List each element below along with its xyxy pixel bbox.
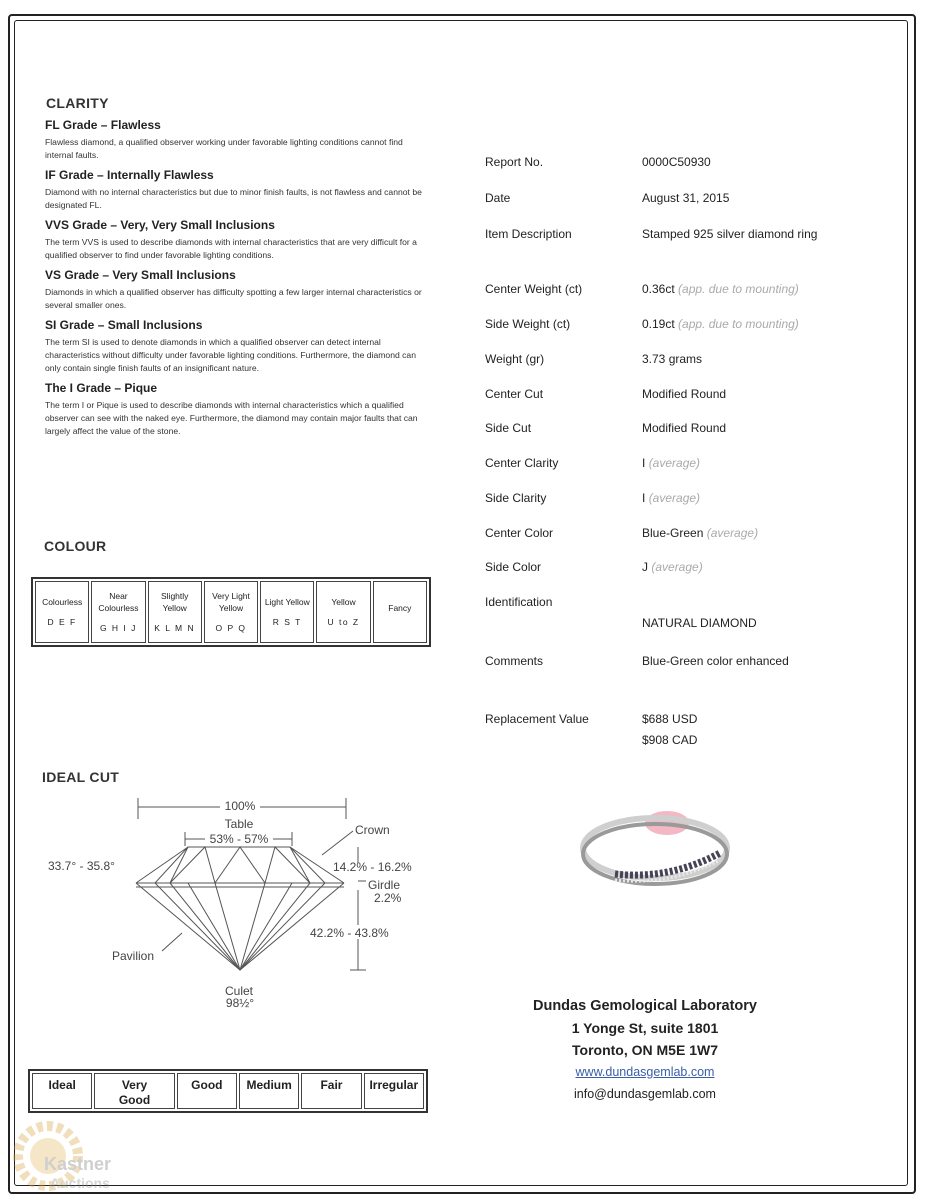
report-value: August 31, 2015 (642, 191, 730, 205)
grade-desc: The term I or Pique is used to describe diamonds with internal characteristics which a qualified observer can see with the naked eye. Furthermore, the diamond may contain major faults that can largely affect the value of the stone. (45, 400, 418, 436)
colour-cell (316, 581, 370, 643)
report-value: Modified Round (642, 387, 727, 401)
grade-title: SI Grade – Small Inclusions (45, 318, 203, 332)
report-value (642, 491, 700, 505)
report-value (642, 317, 799, 331)
grade-title: FL Grade – Flawless (45, 118, 161, 132)
watermark-line-2: Auctions (50, 1175, 110, 1191)
report-value: $908 CAD (642, 733, 698, 747)
lab-address-1: 1 Yonge St, suite 1801 (571, 1020, 719, 1036)
report-label: Weight (gr) (485, 352, 545, 366)
value-text: Blue-Green (642, 526, 704, 540)
cut-grade-cell: Good (177, 1073, 237, 1109)
colour-code: R S T (272, 617, 302, 627)
report-value (642, 526, 758, 540)
lab-name: Dundas Gemological Laboratory (533, 998, 757, 1014)
diamond-outline (136, 847, 344, 970)
colour-name: Slightly Yellow (161, 591, 189, 613)
report-value (642, 282, 799, 296)
value-note: (average) (648, 491, 701, 505)
colour-code: D E F (47, 617, 77, 627)
pavilion-depth: 42.2% - 43.8% (310, 926, 389, 940)
colour-cell (35, 581, 89, 643)
cut-grade-cell: Fair (301, 1073, 361, 1109)
girdle-value: 2.2% (374, 891, 402, 905)
value-text: J (642, 560, 648, 574)
table-label: Table (224, 817, 254, 831)
colour-heading: COLOUR (44, 538, 107, 554)
report-label: Item Description (485, 227, 572, 241)
lab-email: info@dundasgemlab.com (574, 1087, 716, 1101)
culet-value: 98½° (225, 996, 255, 1010)
report-label: Date (485, 191, 511, 205)
report-label: Center Color (485, 526, 554, 540)
colour-scale-table (31, 577, 431, 647)
colour-name: Yellow (331, 597, 356, 607)
value-text: I (642, 456, 646, 470)
colour-cell (204, 581, 258, 643)
report-value: Modified Round (642, 421, 727, 435)
value-text: 0.19ct (642, 317, 675, 331)
report-label: Identification (485, 595, 553, 609)
report-label: Comments (485, 654, 544, 668)
report-label: Side Weight (ct) (485, 317, 571, 331)
diamond-proportions-diagram (40, 795, 440, 1015)
ring-photo (575, 808, 735, 893)
report-label: Center Clarity (485, 456, 559, 470)
value-note: (average) (651, 560, 703, 574)
grade-desc: Diamonds in which a qualified observer has difficulty spotting a few larger internal characteristics or several smaller ones. (45, 287, 422, 310)
report-value (642, 456, 700, 470)
ideal-cut-heading: IDEAL CUT (42, 769, 120, 785)
lab-address-2: Toronto, ON M5E 1W7 (572, 1042, 718, 1058)
colour-name: Near Colourless (98, 591, 139, 613)
culet-label: Culet (224, 984, 254, 998)
report-label: Replacement Value (485, 712, 589, 726)
grade-desc: The term SI is used to denote diamonds in which a qualified observer can detect internal characteristics without difficulty under favorable lighting conditions. Furthermore, the diamond can only contain single finish faults of an insignificant nature. (45, 337, 416, 373)
grade-title: VVS Grade – Very, Very Small Inclusions (45, 218, 275, 232)
crown-height: 14.2% - 16.2% (333, 860, 412, 874)
colour-code: O P Q (215, 623, 247, 633)
lab-website-link[interactable]: www.dundasgemlab.com (575, 1065, 715, 1079)
value-note: (app. due to mounting) (678, 282, 799, 296)
colour-code: G H I J (99, 623, 137, 633)
value-text: 0.36ct (642, 282, 675, 296)
grade-title: IF Grade – Internally Flawless (45, 168, 214, 182)
colour-cell (260, 581, 314, 643)
report-label: Side Color (485, 560, 542, 574)
cut-grade-cell: Very Good (94, 1073, 174, 1109)
report-value: NATURAL DIAMOND (642, 616, 757, 630)
lab-contact (530, 995, 760, 1105)
cut-grade-cell: Medium (239, 1073, 299, 1109)
pavilion-label: Pavilion (112, 949, 155, 963)
cut-grade-cell: Irregular (364, 1073, 424, 1109)
colour-cell (373, 581, 427, 643)
report-value: $688 USD (642, 712, 698, 726)
grade-desc: Flawless diamond, a qualified observer working under favorable lighting conditions cannot find internal faults. (45, 137, 403, 160)
cut-grade-table (28, 1069, 428, 1113)
value-note: (average) (706, 526, 759, 540)
report-value: 0000C50930 (642, 155, 711, 169)
colour-code: U to Z (327, 617, 360, 627)
report-label: Side Cut (485, 421, 532, 435)
report-label: Report No. (485, 155, 544, 169)
crown-label: Crown (355, 823, 390, 837)
grade-title: The I Grade – Pique (45, 381, 158, 395)
value-note: (app. due to mounting) (678, 317, 799, 331)
report-value (642, 560, 703, 574)
cut-grade-cell: Ideal (32, 1073, 92, 1109)
colour-cell (91, 581, 145, 643)
girdle-label: Girdle (368, 878, 401, 892)
kastner-auctions-watermark-logo (10, 1118, 140, 1193)
report-value: 3.73 grams (642, 352, 703, 366)
watermark-line-1: Kastner (44, 1154, 112, 1174)
width-label: 100% (224, 799, 256, 813)
colour-cell (148, 581, 202, 643)
report-value: Blue-Green color enhanced (642, 654, 789, 668)
colour-name: Colourless (42, 597, 83, 607)
report-label: Center Cut (485, 387, 544, 401)
clarity-heading: CLARITY (46, 95, 109, 111)
report-label: Side Clarity (485, 491, 547, 505)
value-text: I (642, 491, 646, 505)
crown-angle: 33.7° - 35.8° (48, 859, 115, 873)
grade-title: VS Grade – Very Small Inclusions (45, 268, 236, 282)
value-note: (average) (648, 456, 701, 470)
report-label: Center Weight (ct) (485, 282, 583, 296)
colour-name: Fancy (388, 603, 412, 613)
grade-desc: Diamond with no internal characteristics but due to minor finish faults, is not flawless and cannot be designated FL. (45, 187, 422, 210)
clarity-grades (45, 118, 430, 444)
colour-name: Very Light Yellow (212, 591, 250, 613)
table-value: 53% - 57% (209, 832, 269, 846)
colour-code: K L M N (154, 623, 196, 633)
grade-desc: The term VVS is used to describe diamonds with internal characteristics that are very difficult for a qualified observer to find under favorable lighting conditions. (45, 237, 417, 260)
report-value: Stamped 925 silver diamond ring (642, 227, 818, 241)
colour-name: Light Yellow (264, 597, 310, 607)
